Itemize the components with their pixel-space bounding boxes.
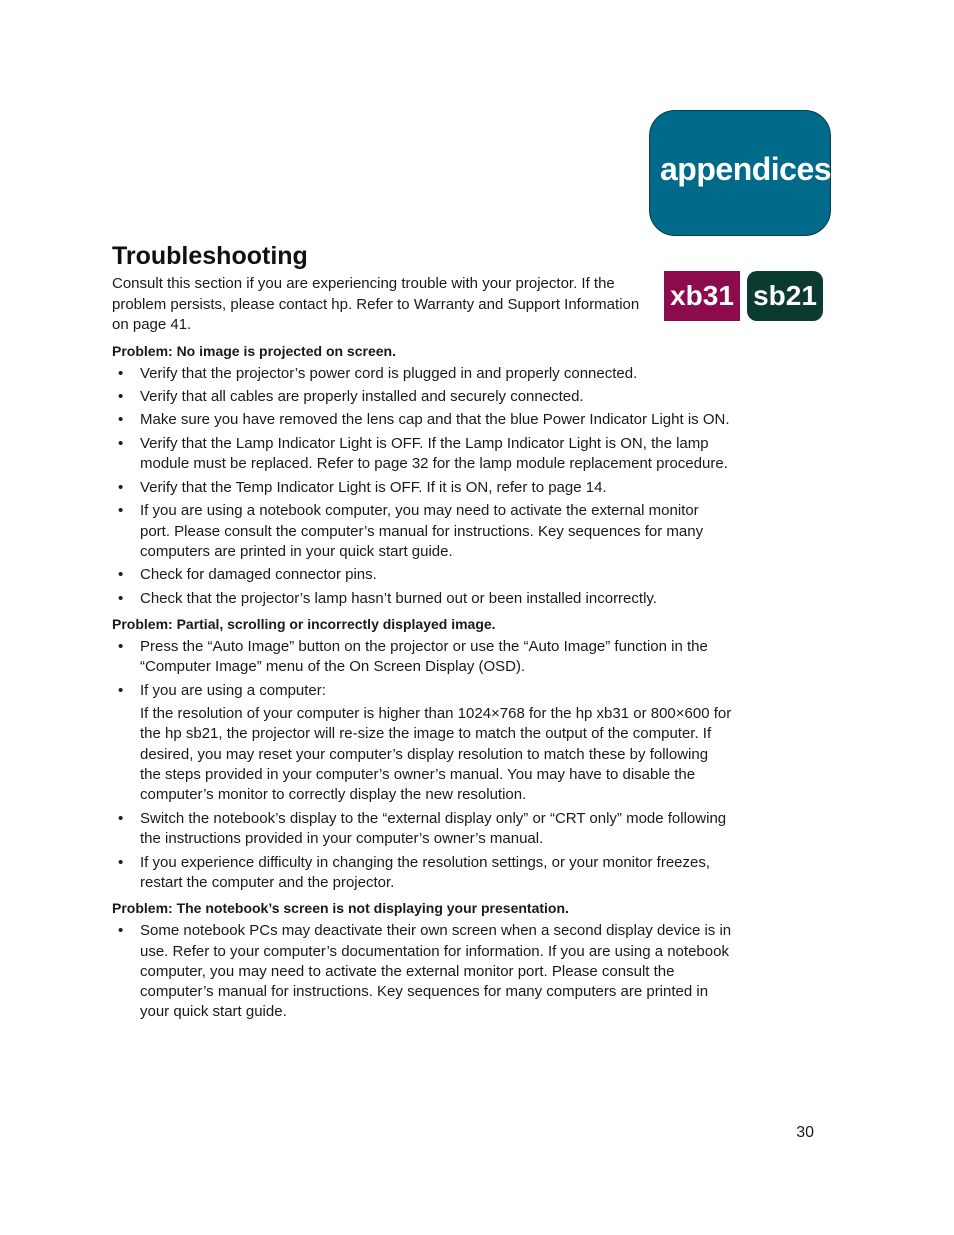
bullet-icon: • (118, 681, 124, 699)
section-title: Troubleshooting (112, 242, 308, 270)
list-item (112, 565, 732, 585)
bullet-icon: • (118, 922, 124, 940)
bullet-icon: • (118, 589, 124, 607)
bullet-icon: • (118, 809, 124, 827)
problem-block-2 (112, 614, 732, 893)
computer-resolution-note: If the resolution of your computer is higher than 1024×768 for the hp xb31 or 800×600 for the hp sb21, the projector will re-size the image to match the output of the computer. If desired, you may reset your computer’s display resolution to match these by following the steps provided in your computer’s owner’s manual. You may have to disable the computer’s monitor to correctly display the new resolution. (140, 705, 732, 804)
bullet-icon: • (118, 478, 124, 496)
list-item-text: Verify that all cables are properly installed and securely connected. (140, 387, 584, 405)
bullet-icon: • (118, 638, 124, 656)
problem-heading: Problem: The notebook’s screen is not displaying your presentation. (112, 900, 569, 917)
list-item-text: Some notebook PCs may deactivate their own screen when a second display device is in use. Refer to your computer’s documentation for information. If you are using a notebook computer, you may need to activate the external monitor port. Please consult the computer’s manual for instructions. Key sequences for many computers are printed in your quick start guide. (140, 922, 732, 1021)
bullet-icon: • (118, 502, 124, 520)
problem-heading: Problem: Partial, scrolling or incorrectly displayed image. (112, 616, 496, 633)
problem-block-3 (112, 898, 732, 1022)
list-item (112, 501, 732, 562)
badge-sb21: sb21 (747, 271, 823, 321)
appendices-tab (649, 110, 831, 236)
list-item-text: Verify that the Temp Indicator Light is OFF. If it is ON, refer to page 14. (140, 478, 607, 496)
list-item-text: Verify that the Lamp Indicator Light is OFF. If the Lamp Indicator Light is ON, the lamp module must be replaced. Refer to page 32 for the lamp module replacement procedure. (140, 434, 728, 473)
bullet-icon: • (118, 434, 124, 452)
problem-block-1 (112, 341, 732, 610)
bullet-icon: • (118, 411, 124, 429)
problem-list (112, 921, 732, 1022)
list-item-text: Switch the notebook’s display to the “external display only” or “CRT only” mode following the instructions provided in your computer’s owner’s manual. (140, 809, 727, 848)
list-item-text: Press the “Auto Image” button on the projector or use the “Auto Image” function in the “Computer Image” menu of the On Screen Display (OSD). (140, 638, 708, 676)
main-content (112, 240, 732, 1026)
bullet-icon: • (118, 364, 124, 382)
list-item (112, 410, 732, 430)
section-intro: Consult this section if you are experiencing trouble with your projector. If the problem persists, please contact hp. Refer to Warranty and Support Information on page 41. (112, 275, 640, 333)
list-item (112, 809, 732, 850)
list-item-text: Check for damaged connector pins. (140, 566, 377, 584)
list-item-text: If you are using a notebook computer, you may need to activate the external monitor port. Please consult the computer’s manual for instructions. Key sequences for many computers are printed in your quick start guide. (140, 502, 704, 560)
page-number: 30 (796, 1124, 814, 1141)
list-item-text: Check that the projector’s lamp hasn’t burned out or been installed incorrectly. (140, 589, 657, 607)
list-item-text: If you are using a computer: (140, 681, 326, 699)
list-item-text: If you experience difficulty in changing the resolution settings, or your monitor freezes, restart the computer and the projector. (140, 853, 711, 891)
list-item (112, 589, 732, 609)
badge-xb31: xb31 (664, 271, 740, 321)
bullet-icon: • (118, 566, 124, 584)
list-item (112, 853, 732, 894)
list-item (112, 387, 732, 407)
bullet-icon: • (118, 853, 124, 871)
list-item-text: Verify that the projector’s power cord is plugged in and properly connected. (140, 364, 638, 382)
list-item-text: Make sure you have removed the lens cap and that the blue Power Indicator Light is ON. (140, 411, 730, 429)
list-item (112, 681, 732, 806)
bullet-icon: • (118, 387, 124, 405)
problem-heading: Problem: No image is projected on screen. (112, 342, 396, 359)
problem-list (112, 637, 732, 893)
list-item (112, 637, 732, 678)
problem-list (112, 364, 732, 610)
appendices-tab-label: appendices (660, 151, 832, 187)
list-item (112, 921, 732, 1022)
list-item (112, 364, 732, 384)
list-item (112, 478, 732, 498)
list-item (112, 434, 732, 475)
